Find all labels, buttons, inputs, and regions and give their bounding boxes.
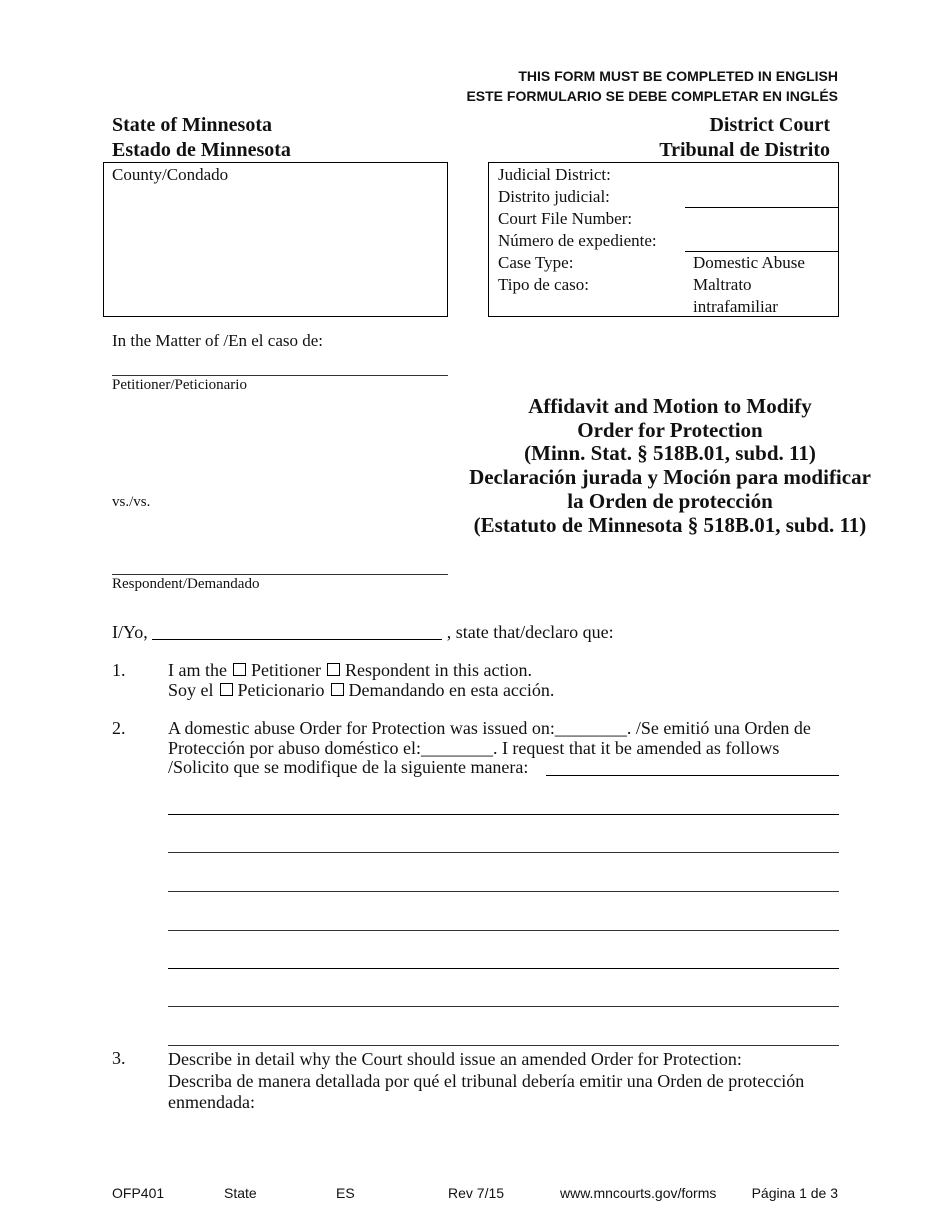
judicial-district-label-es: Distrito judicial: bbox=[498, 187, 610, 206]
case-type-value-line: intrafamiliar bbox=[693, 297, 778, 316]
peticionario-option-label: Peticionario bbox=[237, 679, 325, 700]
respondent-name-line[interactable] bbox=[112, 574, 448, 575]
item-2-line: A domestic abuse Order for Protection was issued on:________. /Se emitió una Orden de bbox=[168, 718, 811, 738]
item-1-role-es bbox=[168, 681, 554, 701]
judicial-district-field[interactable] bbox=[685, 163, 838, 208]
item-3-line: Describe in detail why the Court should issue an amended Order for Protection: bbox=[168, 1049, 742, 1069]
amendment-inline-field[interactable] bbox=[546, 775, 839, 776]
amendment-writing-line[interactable] bbox=[168, 968, 839, 969]
respondent-label: Respondent/Demandado bbox=[112, 576, 260, 592]
petitioner-label: Petitioner/Peticionario bbox=[112, 377, 247, 393]
declarant-suffix: , state that/declaro que: bbox=[446, 622, 614, 642]
case-info-box bbox=[488, 162, 839, 317]
court-file-number-label-en: Court File Number: bbox=[498, 209, 633, 228]
amendment-writing-line[interactable] bbox=[168, 1006, 839, 1007]
item-3-line: enmendada: bbox=[168, 1092, 255, 1112]
declarant-statement bbox=[112, 622, 614, 643]
court-name-es: Tribunal de Distrito bbox=[659, 139, 830, 161]
amendment-writing-line[interactable] bbox=[168, 852, 839, 853]
case-type-value bbox=[693, 252, 805, 318]
declarant-prefix: I/Yo, bbox=[112, 622, 148, 642]
court-file-number-label bbox=[498, 208, 657, 252]
petitioner-option-label: Petitioner bbox=[250, 660, 321, 680]
judicial-district-label bbox=[498, 164, 611, 208]
judicial-district-label-en: Judicial District: bbox=[498, 165, 611, 184]
item-2-line: /Solicito que se modifique de la siguiente manera: bbox=[168, 757, 529, 777]
case-type-label-es: Tipo de caso: bbox=[498, 275, 589, 294]
footer-form-id: OFP401 bbox=[112, 1185, 165, 1201]
title-line: Order for Protection bbox=[577, 417, 763, 442]
court-file-number-field[interactable] bbox=[685, 208, 838, 252]
item-2-line: Protección por abuso doméstico el:________. I request that it be amended as follows bbox=[168, 737, 780, 758]
petitioner-name-line[interactable] bbox=[112, 375, 448, 376]
title-line: (Minn. Stat. § 518B.01, subd. 11) bbox=[524, 441, 816, 466]
amendment-writing-line[interactable] bbox=[168, 930, 839, 931]
spanish-notice-line: ESTE FORMULARIO SE DEBE COMPLETAR EN INGLÉS bbox=[466, 88, 838, 104]
title-line: Declaración jurada y Moción para modificar bbox=[469, 465, 871, 490]
role-prefix-en: I am the bbox=[168, 660, 227, 680]
item-3-line: Describa de manera detallada por qué el tribunal debería emitir una Orden de protección bbox=[168, 1070, 805, 1091]
demandando-option-label: Demandando en esta acción. bbox=[348, 679, 555, 700]
petitioner-checkbox[interactable] bbox=[233, 663, 246, 676]
peticionario-checkbox[interactable] bbox=[220, 683, 233, 696]
item-1-number: 1. bbox=[112, 660, 126, 680]
state-name-es: Estado de Minnesota bbox=[112, 139, 291, 161]
case-type-label-en: Case Type: bbox=[498, 253, 574, 272]
amendment-writing-line[interactable] bbox=[168, 1045, 839, 1046]
case-type-value-line: Domestic Abuse bbox=[693, 253, 805, 272]
title-line: la Orden de protección bbox=[567, 488, 773, 513]
english-notice bbox=[466, 66, 838, 106]
county-box[interactable] bbox=[103, 162, 448, 317]
item-3-text bbox=[168, 1049, 804, 1114]
state-name-en: State of Minnesota bbox=[112, 114, 272, 136]
item-2-number: 2. bbox=[112, 718, 126, 738]
case-type-value-line: Maltrato bbox=[693, 275, 752, 294]
vs-label: vs./vs. bbox=[112, 494, 151, 510]
title-line: Affidavit and Motion to Modify bbox=[528, 394, 812, 418]
court-file-number-label-es: Número de expediente: bbox=[498, 231, 657, 250]
english-notice-line: THIS FORM MUST BE COMPLETED IN ENGLISH bbox=[518, 68, 838, 84]
footer-jurisdiction: State bbox=[224, 1185, 257, 1201]
footer-page-number: Página 1 de 3 bbox=[751, 1185, 838, 1201]
county-label: County/Condado bbox=[112, 165, 229, 184]
title-line: (Estatuto de Minnesota § 518B.01, subd. 11) bbox=[473, 512, 867, 537]
footer-language: ES bbox=[336, 1185, 355, 1201]
declarant-name-field[interactable] bbox=[152, 622, 442, 640]
role-prefix-es: Soy el bbox=[168, 679, 214, 700]
case-type-label bbox=[498, 252, 589, 296]
item-2-text bbox=[168, 719, 811, 778]
demandando-checkbox[interactable] bbox=[331, 683, 344, 696]
item-1-role-en bbox=[168, 661, 554, 681]
court-header bbox=[659, 113, 830, 163]
amendment-writing-line[interactable] bbox=[168, 814, 839, 815]
footer-forms-link[interactable]: www.mncourts.gov/forms bbox=[560, 1185, 717, 1201]
respondent-option-label: Respondent in this action. bbox=[344, 660, 532, 680]
document-title bbox=[420, 395, 920, 537]
item-3-number: 3. bbox=[112, 1048, 126, 1068]
amendment-writing-line[interactable] bbox=[168, 891, 839, 892]
respondent-checkbox[interactable] bbox=[327, 663, 340, 676]
item-1-role bbox=[168, 661, 554, 700]
footer-revision: Rev 7/15 bbox=[448, 1185, 505, 1201]
court-name-en: District Court bbox=[709, 114, 830, 136]
state-header bbox=[112, 113, 291, 163]
matter-label: In the Matter of /En el caso de: bbox=[112, 331, 324, 350]
